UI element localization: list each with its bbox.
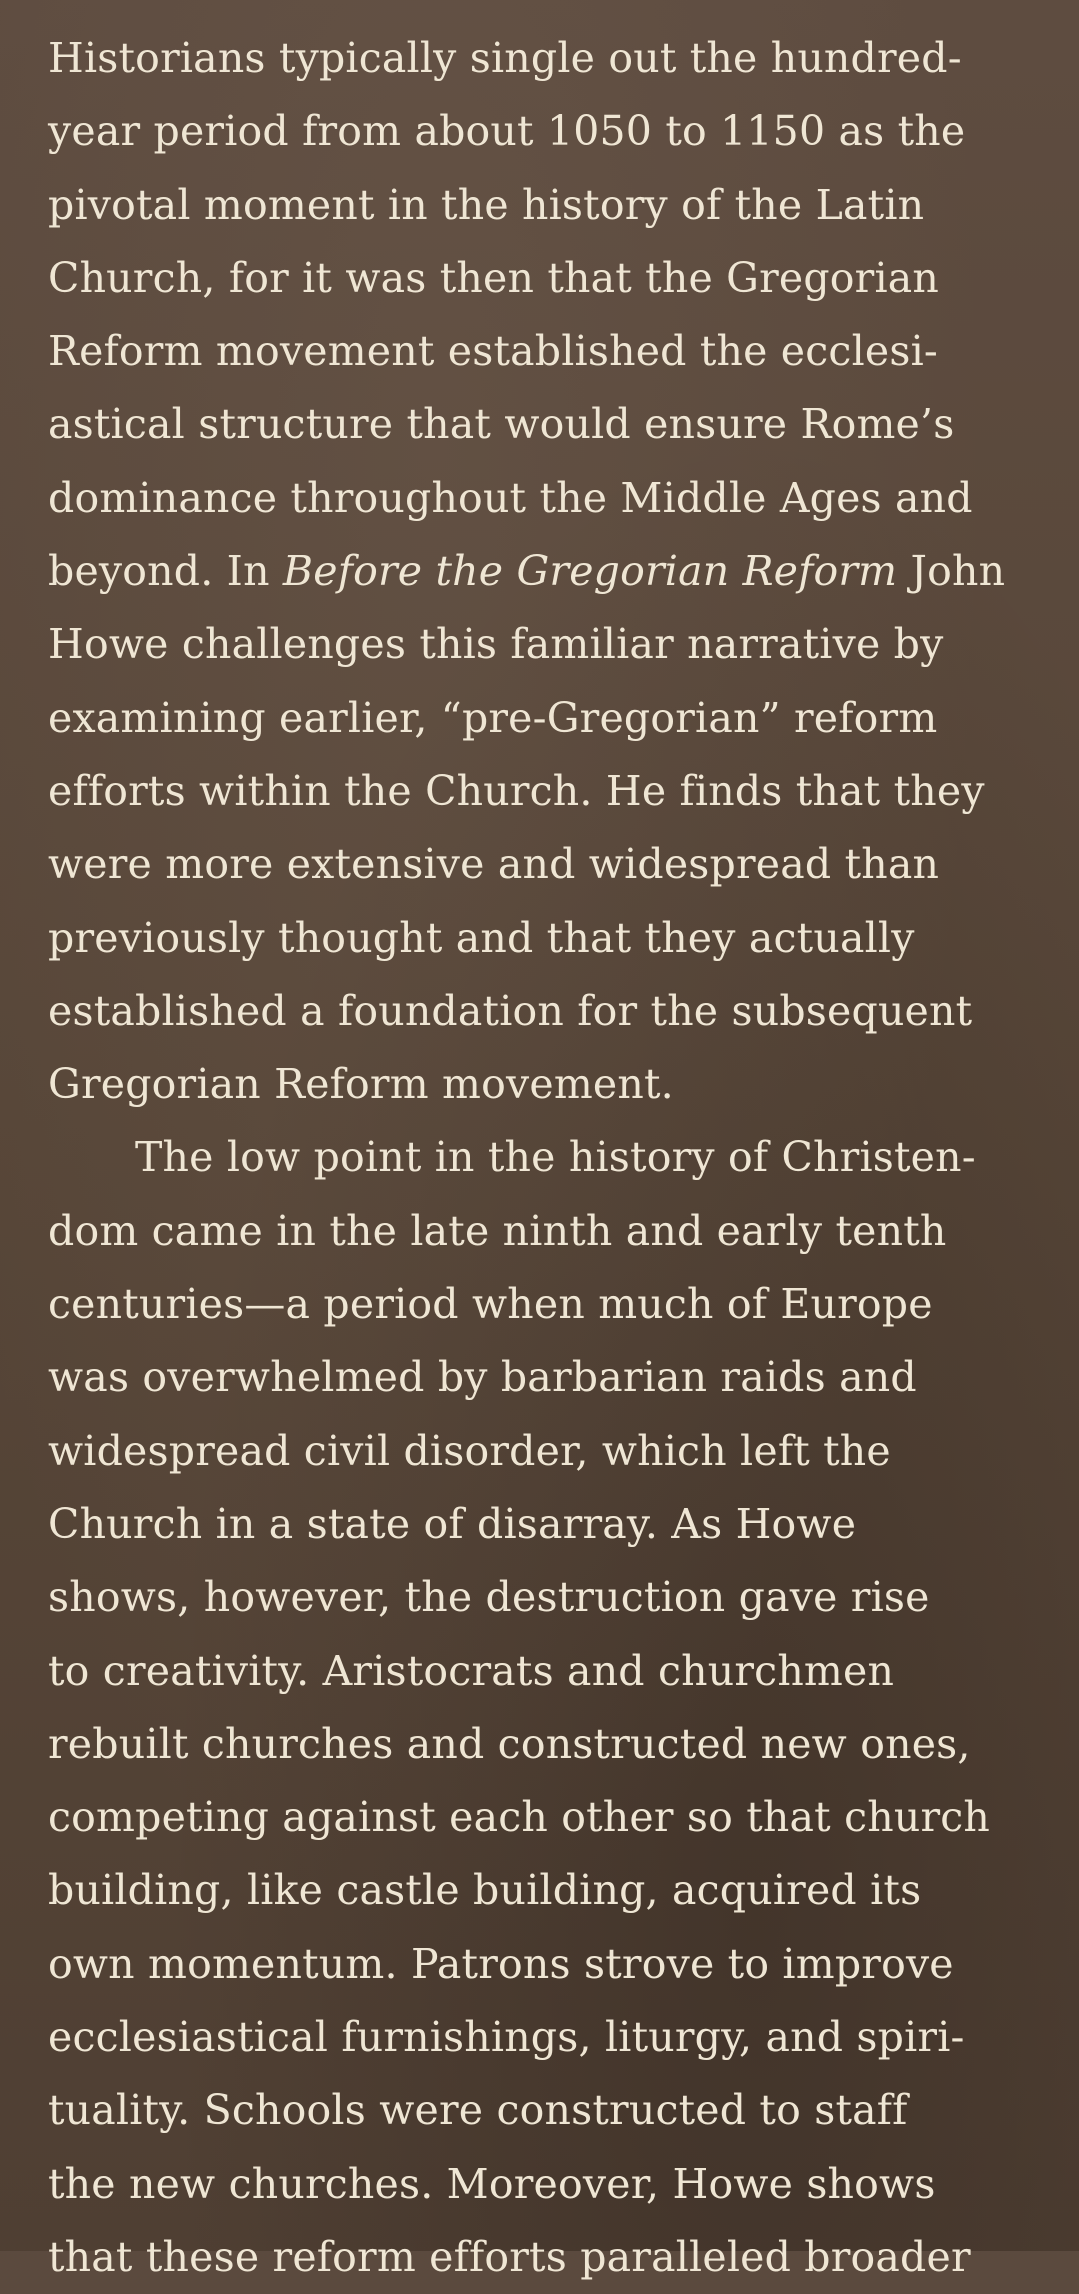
text-line: that these reform efforts paralleled broader <box>48 2232 971 2281</box>
text-line: efforts within the Church. He finds that they <box>48 766 985 815</box>
text-line: The low point in the history of Christen- <box>135 1133 976 1182</box>
text-line: year period from about 1050 to 1150 as the <box>48 107 966 156</box>
book-title: Before the Gregorian Reform <box>282 547 898 596</box>
text-line: Church, for it was then that the Gregorian <box>48 253 940 302</box>
text-line: dominance throughout the Middle Ages and <box>48 473 973 522</box>
blurb-text <box>48 22 1058 2294</box>
text-line: dom came in the late ninth and early tenth <box>48 1206 947 1255</box>
text-line: Historians typically single out the hundred- <box>48 34 962 82</box>
text-line-with-title <box>48 535 1058 608</box>
text-line: examining earlier, “pre-Gregorian” reform <box>48 693 938 742</box>
text-line: Church in a state of disarray. As Howe <box>48 1499 857 1548</box>
text-fragment: beyond. In <box>48 547 283 596</box>
text-line: was overwhelmed by barbarian raids and <box>48 1353 917 1402</box>
text-line: astical structure that would ensure Rome’s <box>48 400 955 449</box>
paragraph-2 <box>48 1121 1058 2294</box>
text-line: previously thought and that they actually <box>48 913 915 962</box>
text-line: to creativity. Aristocrats and churchmen <box>48 1646 895 1695</box>
text-line: were more extensive and widespread than <box>48 840 940 889</box>
paragraph-1 <box>48 22 1058 1121</box>
text-line: ecclesiastical furnishings, liturgy, and spiri- <box>48 2013 965 2062</box>
text-line: rebuilt churches and constructed new ones, <box>48 1719 971 1768</box>
text-line: pivotal moment in the history of the Latin <box>48 180 925 229</box>
text-line: the new churches. Moreover, Howe shows <box>48 2159 936 2208</box>
text-line: Howe challenges this familiar narrative by <box>48 620 944 669</box>
text-line: Gregorian Reform movement. <box>48 1060 674 1109</box>
text-line: shows, however, the destruction gave rise <box>48 1573 930 1622</box>
text-line: building, like castle building, acquired its <box>48 1866 922 1915</box>
text-fragment: John <box>897 547 1006 596</box>
text-line: widespread civil disorder, which left the <box>48 1426 891 1475</box>
text-line: Reform movement established the ecclesi- <box>48 327 938 376</box>
text-line: competing against each other so that church <box>48 1793 991 1842</box>
text-line: tuality. Schools were constructed to staff <box>48 2086 908 2135</box>
text-line: centuries—a period when much of Europe <box>48 1280 933 1329</box>
text-line: own momentum. Patrons strove to improve <box>48 1939 954 1988</box>
text-line: established a foundation for the subsequent <box>48 986 973 1035</box>
